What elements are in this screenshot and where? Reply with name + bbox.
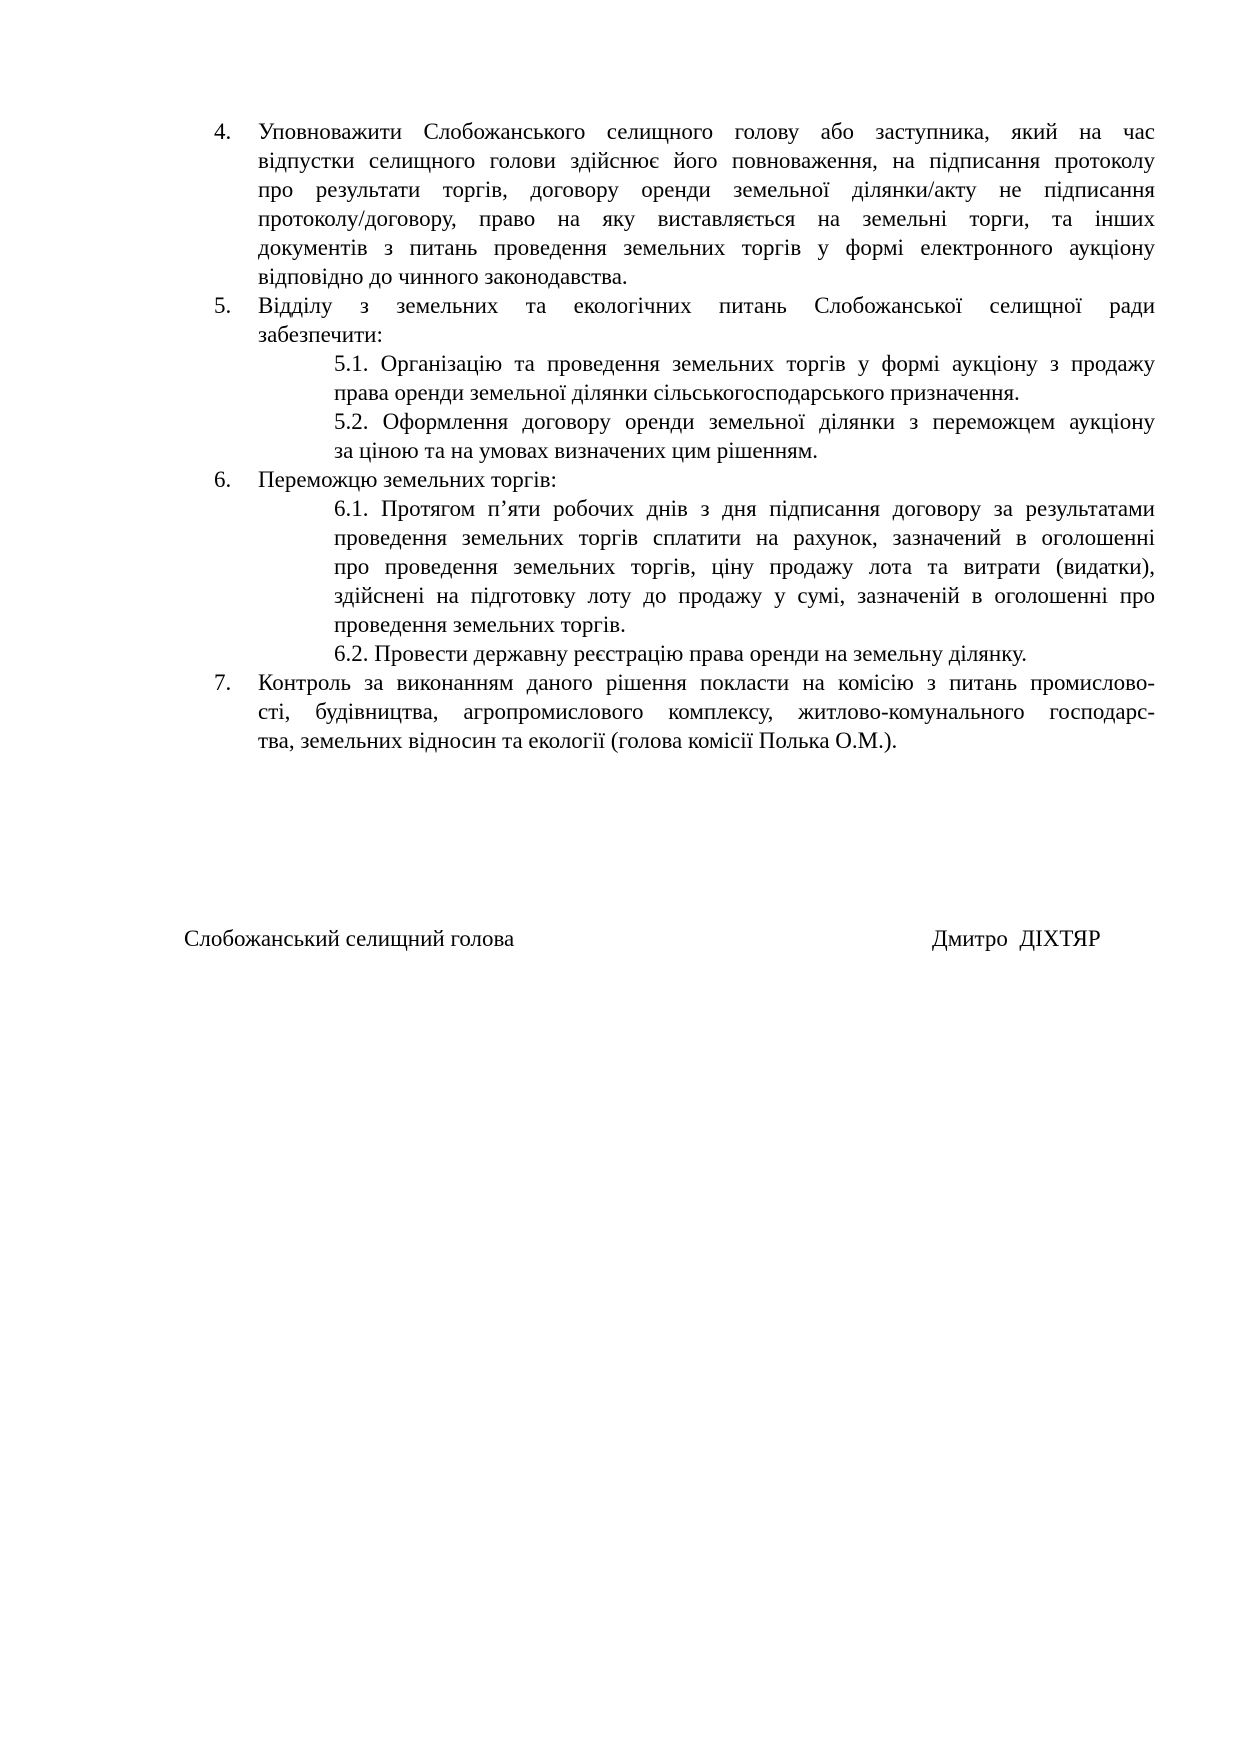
item-number: 6. [214,467,232,492]
list-item-5 [214,291,1155,465]
subitem-6-1 [334,494,1155,639]
item-line: Контроль за виконанням даного рішення покласти на комісію з питань промислово- [258,670,1155,695]
decision-body [214,117,1155,755]
item-line: про результати торгів, договору оренди земельної ділянки/акту не підписання [258,177,1155,202]
item-line: відповідно до чинного законодавства. [258,264,628,289]
list-item-7 [214,668,1155,755]
subitem-line: проведення земельних торгів. [334,612,626,637]
item-line: Переможцю земельних торгів: [258,467,557,492]
item-line: відпустки селищного голови здійснює його повноваження, на підписання протоколу [258,148,1155,173]
subitem-line: 6.1. Протягом п’яти робочих днів з дня підписання договору за результатами [334,496,1155,521]
subitem-5-1 [334,349,1155,407]
subitem-line: 5.2. Оформлення договору оренди земельної ділянки з переможцем аукціону [334,409,1155,434]
subitem-line: проведення земельних торгів сплатити на рахунок, зазначений в оголошенні [334,525,1155,550]
list-item-6 [214,465,1155,668]
item-line: документів з питань проведення земельних торгів у формі електронного аукціону [258,235,1155,260]
subitem-line: права оренди земельної ділянки сільськогосподарського призначення. [334,380,1020,405]
item-line: протоколу/договору, право на яку виставляється на земельні торги, та інших [258,206,1155,231]
subitem-5-2 [334,407,1155,465]
subitem-line: про проведення земельних торгів, ціну продажу лота та витрати (видатки), [334,554,1155,579]
signature-position: Слобожанський селищний голова [184,926,515,951]
item-line: Уповноважити Слобожанського селищного голову або заступника, який на час [258,119,1155,144]
item-line: Відділу з земельних та екологічних питань Слобожанської селищної ради [258,293,1155,318]
item-line: забезпечити: [258,322,383,347]
item-number: 5. [214,293,232,318]
item-number: 4. [214,119,232,144]
subitem-line: 6.2. Провести державну реєстрацію права оренди на земельну ділянку. [334,641,1027,666]
subitem-line: здійснені на підготовку лоту до продажу у сумі, зазначеній в оголошенні про [334,583,1155,608]
signature-name: Дмитро ДІХТЯР [932,926,1101,951]
item-line: тва, земельних відносин та екології (голова комісії Полька О.М.). [258,728,898,753]
item-line: сті, будівництва, агропромислового комплексу, житлово-комунального господарс- [258,699,1155,724]
subitem-6-2 [334,639,1155,668]
subitem-line: 5.1. Організацію та проведення земельних торгів у формі аукціону з продажу [334,351,1155,376]
subitem-line: за ціною та на умовах визначених цим рішенням. [334,438,819,463]
list-item-4 [214,117,1155,291]
item-number: 7. [214,670,232,695]
